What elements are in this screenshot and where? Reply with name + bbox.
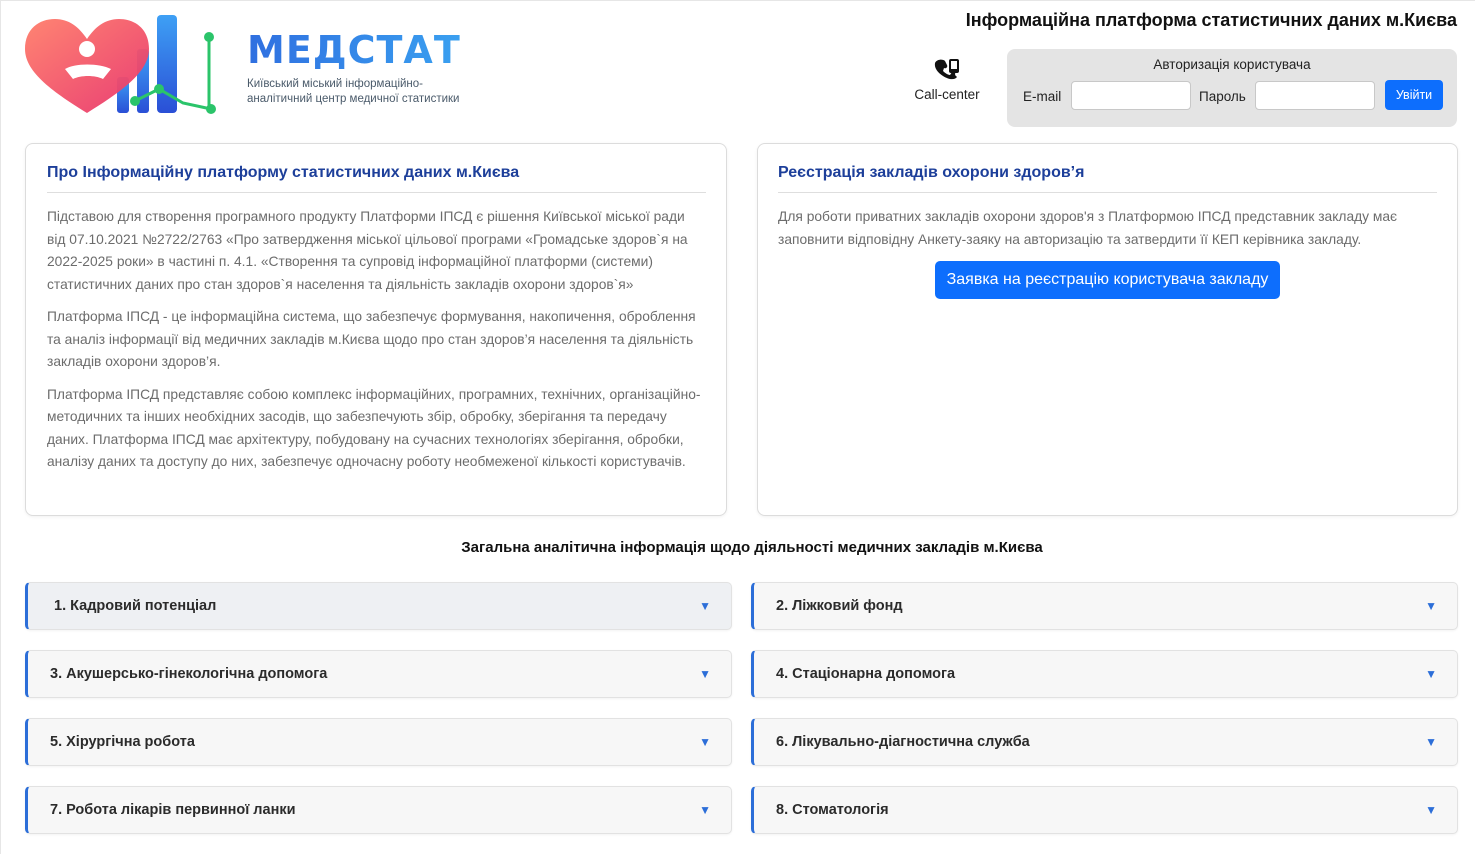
accordion-item-staff[interactable]	[25, 582, 732, 630]
registration-text: Для роботи приватних закладів охорони здоров'я з Платформою ІПСД представник закладу має заповнити відповідну Анкету-заяку на авторизацію та затвердити її КЕП керівника закладу.	[778, 209, 1398, 247]
triangle-down-icon: ▼	[699, 599, 711, 613]
triangle-down-icon: ▼	[1425, 599, 1437, 613]
brand-subtitle-line1: Київський міський інформаційно-	[247, 78, 423, 90]
registration-request-button[interactable]: Заявка на реєстрацію користувача закладу	[935, 261, 1281, 299]
accordion-item-dentistry[interactable]	[751, 786, 1458, 834]
about-paragraph-3: Платформа ІПСД представляє собою комплекс інформаційних, програмних, технічних, організаційно-методичних та інших необхідних засодів, що забезпечують збір, обробку, зберігання та передачу даних. Платформа ІПСД має архітектуру, побудовану на сучасних технологіях зберігання, обробки, аналізу даних та доступу до них, забезпечує одночасну роботу необмеженої кількості користувачів.	[47, 386, 701, 469]
call-center-link[interactable]	[906, 57, 988, 102]
accordion-label: 2. Ліжковий фонд	[776, 598, 903, 614]
triangle-down-icon: ▼	[1425, 667, 1437, 681]
accordion-label: 3. Акушерсько-гінекологічна допомога	[50, 666, 328, 682]
analytics-title: Загальна аналітична інформація щодо діяльності медичних закладів м.Києва	[461, 539, 1043, 556]
email-label: E-mail	[1023, 89, 1062, 104]
brand-block	[247, 27, 461, 107]
password-label: Пароль	[1199, 89, 1246, 104]
medstat-logo-icon[interactable]	[25, 13, 225, 117]
accordion-item-inpatient[interactable]	[751, 650, 1458, 698]
triangle-down-icon: ▼	[1425, 803, 1437, 817]
accordion-label: 5. Хірургічна робота	[50, 734, 195, 750]
accordion-label: 1. Кадровий потенціал	[54, 598, 217, 614]
triangle-down-icon: ▼	[1425, 735, 1437, 749]
accordion-label: 6. Лікувально-діагностична служба	[776, 734, 1030, 750]
call-center-label: Call-center	[914, 87, 980, 102]
hand-phone-icon	[931, 57, 963, 81]
platform-title: Інформаційна платформа статистичних даних м.Києва	[965, 10, 1457, 30]
triangle-down-icon: ▼	[699, 803, 711, 817]
about-paragraph-2: Платформа ІПСД - це інформаційна система, що забезпечує формування, накопичення, оброблення та аналіз інформації від медичних закладів м.Києва щодо про стан здоров’я населення та діяльність закладів охорони здоров’я.	[47, 309, 696, 369]
auth-panel	[1007, 49, 1457, 127]
triangle-down-icon: ▼	[699, 735, 711, 749]
brand-subtitle-line2: аналітичний центр медичної статистики	[247, 93, 460, 105]
login-button[interactable]: Увійти	[1385, 80, 1443, 110]
triangle-down-icon: ▼	[699, 667, 711, 681]
accordion-label: 4. Стаціонарна допомога	[776, 666, 956, 682]
registration-title: Реєстрація закладів охорони здоров’я	[778, 164, 1437, 193]
email-input[interactable]	[1071, 81, 1191, 110]
accordion-label: 7. Робота лікарів первинної ланки	[50, 802, 296, 818]
auth-title: Авторизація користувача	[1153, 57, 1311, 72]
about-title: Про Інформаційну платформу статистичних даних м.Києва	[47, 164, 706, 193]
brand-subtitle	[247, 77, 461, 107]
brand-name: МЕДСТАТ	[247, 28, 461, 72]
accordion-item-diagnostics[interactable]	[751, 718, 1458, 766]
accordion-item-beds[interactable]	[751, 582, 1458, 630]
accordion-label: 8. Стоматологія	[776, 802, 889, 818]
accordion-item-primary-care[interactable]	[25, 786, 732, 834]
about-card	[25, 143, 727, 516]
about-paragraph-1: Підставою для створення програмного продукту Платформи ІПСД є рішення Київської міської ради від 07.10.2021 №2722/2763 «Про затвердження міської цільової програми «Громадське здоров`я на 2022-2025 роки» в частині п. 4.1. «Створення та супровід інформаційної платформи (системи) статистичних даних про стан здоров`я населення та діяльність закладів охорони здоров`я»	[47, 209, 688, 292]
accordion-item-surgery[interactable]	[25, 718, 732, 766]
accordion-item-obstetrics[interactable]	[25, 650, 732, 698]
registration-card	[757, 143, 1458, 516]
password-input[interactable]	[1255, 81, 1375, 110]
